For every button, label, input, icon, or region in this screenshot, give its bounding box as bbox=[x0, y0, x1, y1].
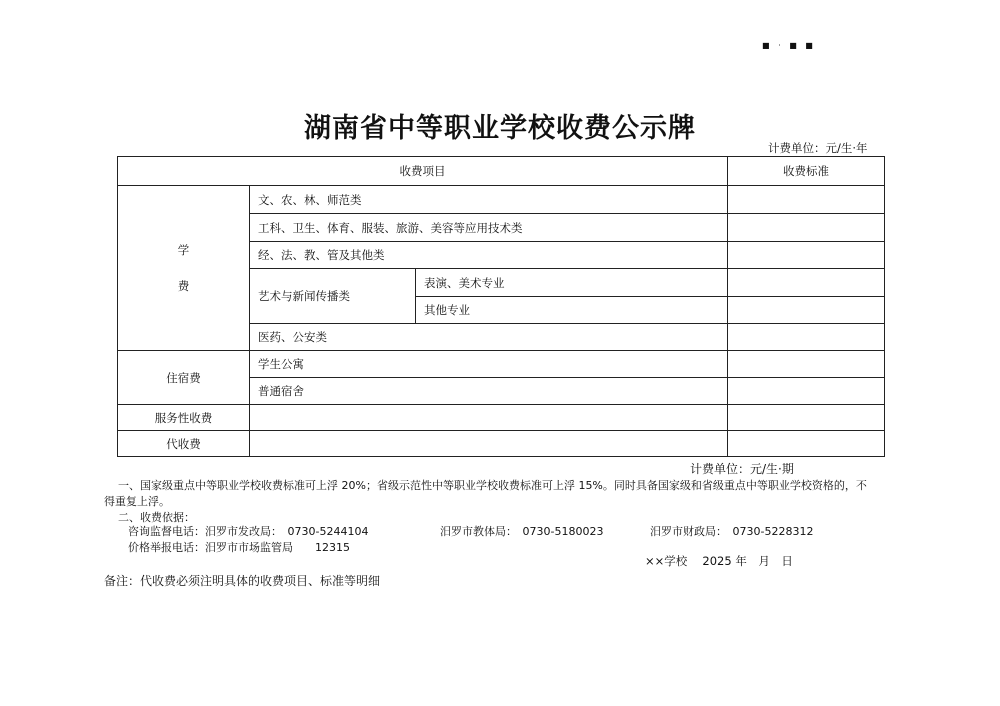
consult-fgj: 咨询监督电话：汨罗市发改局： 0730-5244104 bbox=[128, 525, 369, 538]
page-marks: ■ · ■ ■ bbox=[762, 41, 816, 50]
standard-cell bbox=[728, 186, 885, 214]
note-1-line-2: 得重复上浮。 bbox=[104, 495, 170, 508]
item-gongke: 工科、卫生、体育、服装、旅游、美容等应用技术类 bbox=[250, 214, 728, 242]
item-other-major: 其他专业 bbox=[416, 297, 728, 324]
standard-cell bbox=[728, 405, 885, 431]
agency-fee-label: 代收费 bbox=[118, 431, 250, 457]
item-medicine: 医药、公安类 bbox=[250, 324, 728, 351]
remark: 备注：代收费必须注明具体的收费项目、标准等明细 bbox=[104, 574, 381, 588]
table-header-row bbox=[118, 157, 885, 186]
note-2: 二、收费依据： bbox=[118, 511, 195, 524]
standard-cell bbox=[728, 351, 885, 378]
header-standard: 收费标准 bbox=[728, 157, 885, 186]
standard-cell bbox=[728, 242, 885, 269]
unit-top: 计费单位：元/生·年 bbox=[768, 141, 868, 155]
tuition-label bbox=[118, 186, 250, 351]
item-jingfa: 经、法、教、管及其他类 bbox=[250, 242, 728, 269]
item-perform-art: 表演、美术专业 bbox=[416, 269, 728, 297]
lodging-label: 住宿费 bbox=[118, 351, 250, 405]
item-lodging-apartment: 学生公寓 bbox=[250, 351, 728, 378]
table-row bbox=[118, 431, 885, 457]
standard-cell bbox=[728, 269, 885, 297]
standard-cell bbox=[728, 324, 885, 351]
note-1-line-1: 一、国家级重点中等职业学校收费标准可上浮 20%；省级示范性中等职业学校收费标准可上浮 15%。同时具备国家级和省级重点中等职业学校资格的，不 bbox=[118, 479, 867, 492]
table-row bbox=[118, 405, 885, 431]
tuition-char-1: 学 bbox=[177, 243, 190, 257]
consult-jyj: 汨罗市教体局： 0730-5180023 bbox=[440, 525, 604, 538]
standard-cell bbox=[728, 214, 885, 242]
item-cell bbox=[250, 405, 728, 431]
standard-cell bbox=[728, 378, 885, 405]
tuition-char-2: 费 bbox=[177, 279, 190, 293]
table-row bbox=[118, 186, 885, 214]
fee-table bbox=[117, 156, 885, 457]
item-art-media: 艺术与新闻传播类 bbox=[250, 269, 416, 324]
service-fee-label: 服务性收费 bbox=[118, 405, 250, 431]
header-item: 收费项目 bbox=[118, 157, 728, 186]
item-cell bbox=[250, 431, 728, 457]
school-signature: ××学校 2025 年 月 日 bbox=[645, 554, 793, 568]
consult-czj: 汨罗市财政局： 0730-5228312 bbox=[650, 525, 814, 538]
page-title: 湖南省中等职业学校收费公示牌 bbox=[304, 113, 696, 144]
table-row bbox=[118, 351, 885, 378]
standard-cell bbox=[728, 297, 885, 324]
price-report: 价格举报电话：汨罗市市场监管局 12315 bbox=[128, 541, 350, 554]
item-wen-nong: 文、农、林、师范类 bbox=[250, 186, 728, 214]
standard-cell bbox=[728, 431, 885, 457]
item-lodging-dorm: 普通宿舍 bbox=[250, 378, 728, 405]
unit-bottom: 计费单位：元/生·期 bbox=[690, 462, 794, 476]
